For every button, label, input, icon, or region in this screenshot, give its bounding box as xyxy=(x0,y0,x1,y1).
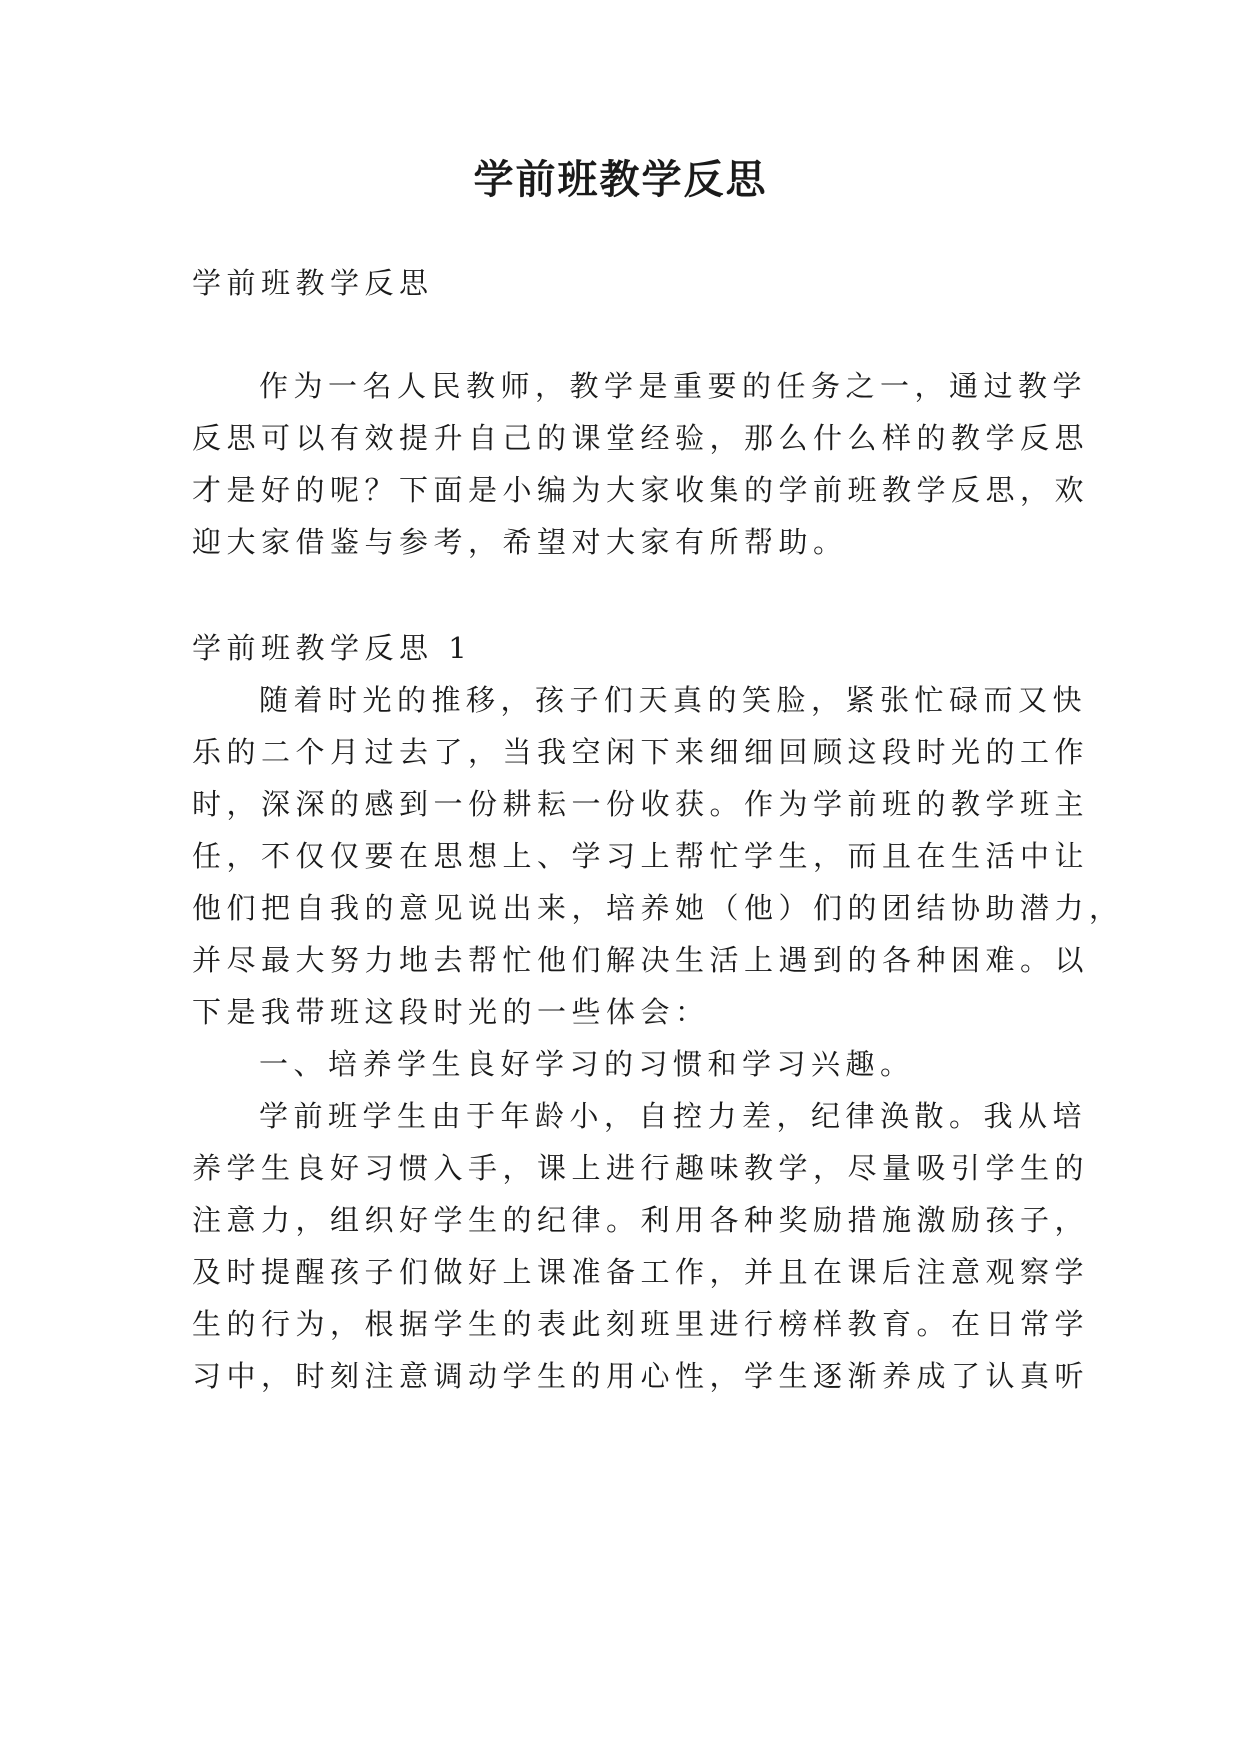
intro-line: 作为一名人民教师，教学是重要的任务之一，通过教学 xyxy=(259,369,1088,403)
point-heading: 一、培养学生良好学习的习惯和学习兴趣。 xyxy=(259,1047,915,1081)
point-line: 及时提醒孩子们做好上课准备工作，并且在课后注意观察学 xyxy=(192,1255,1090,1289)
point-line: 注意力，组织好学生的纪律。利用各种奖励措施激励孩子， xyxy=(192,1203,1090,1237)
point-line: 习中，时刻注意调动学生的用心性，学生逐渐养成了认真听 xyxy=(192,1359,1090,1393)
section-line: 并尽最大努力地去帮忙他们解决生活上遇到的各种困难。以 xyxy=(192,943,1090,977)
point-line: 学前班学生由于年龄小，自控力差，纪律涣散。我从培 xyxy=(259,1099,1088,1133)
document-title: 学前班教学反思 xyxy=(473,156,768,203)
section-line: 随着时光的推移，孩子们天真的笑脸，紧张忙碌而又快 xyxy=(259,683,1088,717)
section-line: 任，不仅仅要在思想上、学习上帮忙学生，而且在生活中让 xyxy=(192,839,1090,873)
section-line: 他们把自我的意见说出来，培养她（他）们的团结协助潜力， xyxy=(192,891,1124,925)
point-line: 养学生良好习惯入手，课上进行趣味教学，尽量吸引学生的 xyxy=(192,1151,1090,1185)
intro-line: 反思可以有效提升自己的课堂经验，那么什么样的教学反思 xyxy=(192,421,1090,455)
point-line: 生的行为，根据学生的表此刻班里进行榜样教育。在日常学 xyxy=(192,1307,1090,1341)
section-line: 乐的二个月过去了，当我空闲下来细细回顾这段时光的工作 xyxy=(192,735,1090,769)
section-line: 下是我带班这段时光的一些体会： xyxy=(192,995,710,1029)
document-subtitle: 学前班教学反思 xyxy=(192,266,434,300)
section-heading: 学前班教学反思 1 xyxy=(192,631,473,665)
intro-line: 迎大家借鉴与参考，希望对大家有所帮助。 xyxy=(192,525,848,559)
section-line: 时，深深的感到一份耕耘一份收获。作为学前班的教学班主 xyxy=(192,787,1090,821)
intro-line: 才是好的呢？下面是小编为大家收集的学前班教学反思，欢 xyxy=(192,473,1090,507)
